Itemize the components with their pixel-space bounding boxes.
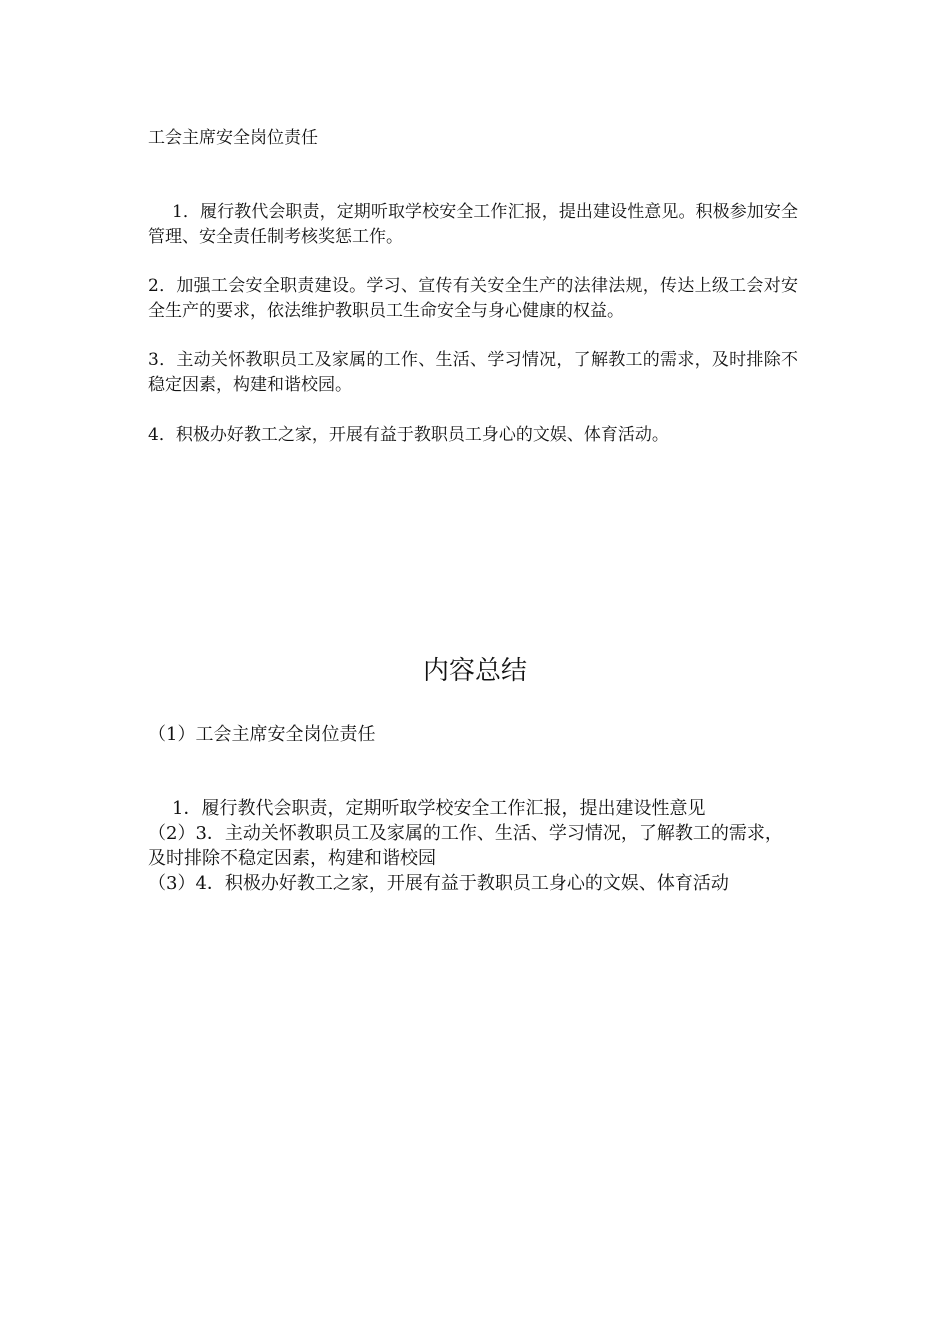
responsibility-paragraph-1: 1．履行教代会职责，定期听取学校安全工作汇报，提出建设性意见。积极参加安全管理、安全责任制考核奖惩工作。 (148, 202, 798, 247)
summary-line-2: （2）3．主动关怀教职员工及家属的工作、生活、学习情况，了解教工的需求，及时排除不稳定因素，构建和谐校园 (148, 823, 783, 869)
responsibility-paragraph-2: 2．加强工会安全职责建设。学习、宣传有关安全生产的法律法规，传达上级工会对安全生产的要求，依法维护教职员工生命安全与身心健康的权益。 (148, 276, 798, 321)
summary-line-3: （3）4．积极办好教工之家，开展有益于教职员工身心的文娱、体育活动 (148, 873, 729, 894)
responsibility-paragraph-3: 3．主动关怀教职员工及家属的工作、生活、学习情况，了解教工的需求，及时排除不稳定因素，构建和谐校园。 (148, 350, 798, 395)
document-title: 工会主席安全岗位责任 (148, 128, 318, 148)
summary-line-1: 1．履行教代会职责，定期听取学校安全工作汇报，提出建设性意见 (172, 798, 706, 819)
responsibility-paragraph-4: 4．积极办好教工之家，开展有益于教职员工身心的文娱、体育活动。 (148, 425, 669, 445)
summary-item-block (148, 796, 798, 896)
summary-heading: 内容总结 (422, 656, 527, 686)
summary-item-1: （1）工会主席安全岗位责任 (148, 724, 376, 745)
